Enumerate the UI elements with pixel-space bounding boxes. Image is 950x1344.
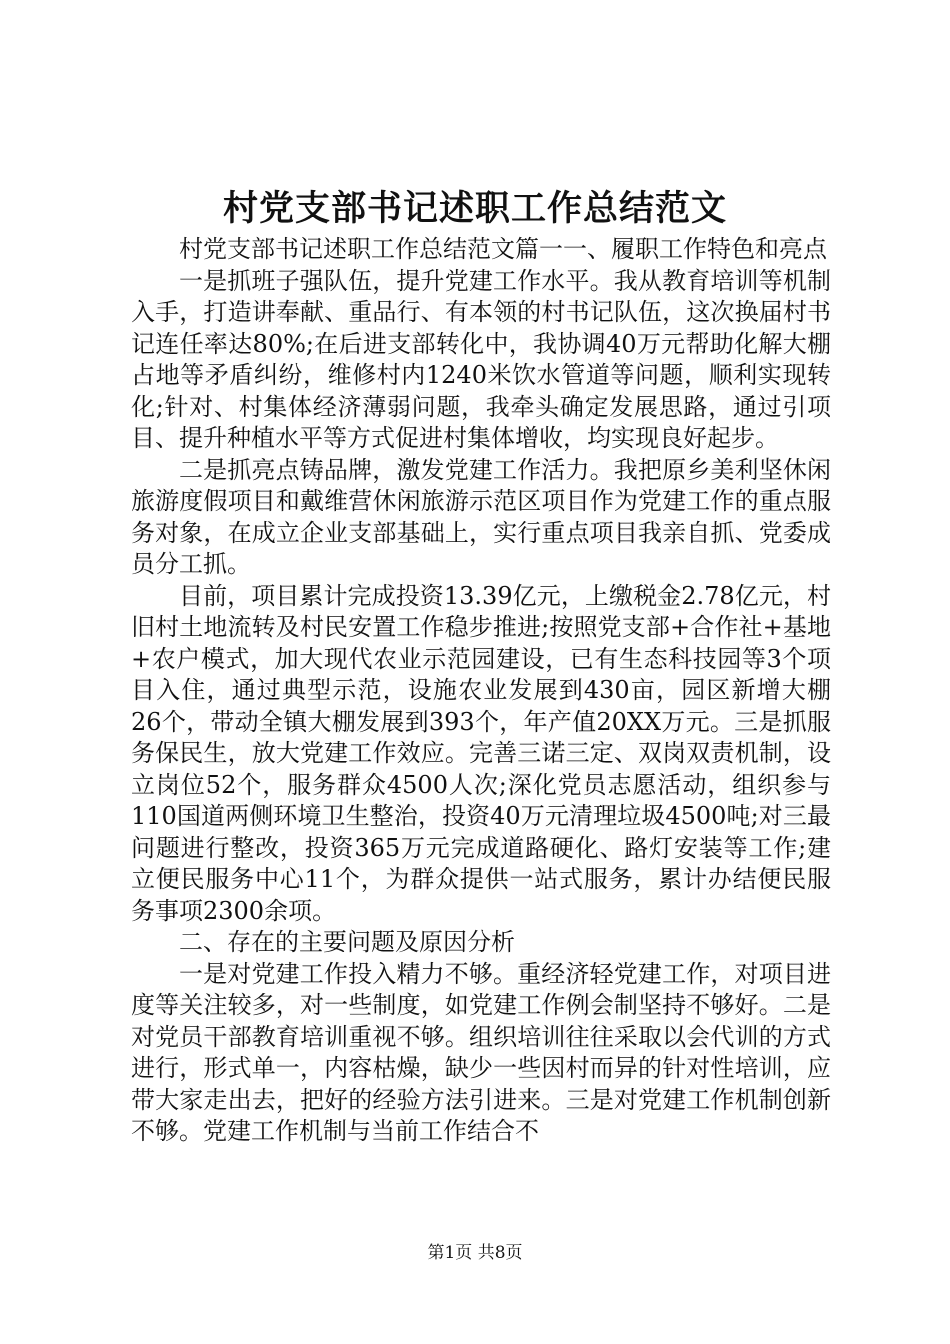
document-body	[131, 234, 831, 1148]
paragraph-point-one: 一是抓班子强队伍，提升党建工作水平。我从教育培训等机制入手，打造讲奉献、重品行、有本领的村书记队伍，这次换届村书记连任率达80%;在后进支部转化中，我协调40万元帮助化解大棚占地等矛盾纠纷，维修村内1240米饮水管道等问题，顺利实现转化;针对、村集体经济薄弱问题，我牵头确定发展思路，通过引项目、提升种植水平等方式促进村集体增收，均实现良好起步。	[131, 266, 831, 452]
paragraph-intro: 村党支部书记述职工作总结范文篇一一、履职工作特色和亮点	[179, 235, 827, 263]
paragraph-problems: 一是对党建工作投入精力不够。重经济轻党建工作，对项目进度等关注较多，对一些制度，如党建工作例会制坚持不够好。二是对党员干部教育培训重视不够。组织培训往往采取以会代训的方式进行，形式单一，内容枯燥，缺少一些因村而异的针对性培训，应带大家走出去，把好的经验方法引进来。三是对党建工作机制创新不够。党建工作机制与当前工作结合不	[131, 959, 831, 1145]
page-footer: 第1页 共8页	[427, 1243, 523, 1263]
paragraph-results: 目前，项目累计完成投资13.39亿元，上缴税金2.78亿元，村旧村土地流转及村民安置工作稳步推进;按照党支部+合作社+基地+农户模式，加大现代农业示范园建设，已有生态科技园等3个项目入住，通过典型示范，设施农业发展到430亩，园区新增大棚26个，带动全镇大棚发展到393个，年产值20XX万元。三是抓服务保民生，放大党建工作效应。完善三诺三定、双岗双责机制，设立岗位52个，服务群众4500人次;深化党员志愿活动，组织参与110国道两侧环境卫生整治，投资40万元清理垃圾4500吨;对三最问题进行整改，投资365万元完成道路硬化、路灯安装等工作;建立便民服务中心11个，为群众提供一站式服务，累计办结便民服务事项2300余项。	[131, 581, 831, 925]
paragraph-point-two: 二是抓亮点铸品牌，激发党建工作活力。我把原乡美利坚休闲旅游度假项目和戴维营休闲旅游示范区项目作为党建工作的重点服务对象，在成立企业支部基础上，实行重点项目我亲自抓、党委成员分工抓。	[131, 455, 831, 578]
section-heading-problems: 二、存在的主要问题及原因分析	[179, 928, 515, 956]
document-title: 村党支部书记述职工作总结范文	[222, 188, 727, 229]
